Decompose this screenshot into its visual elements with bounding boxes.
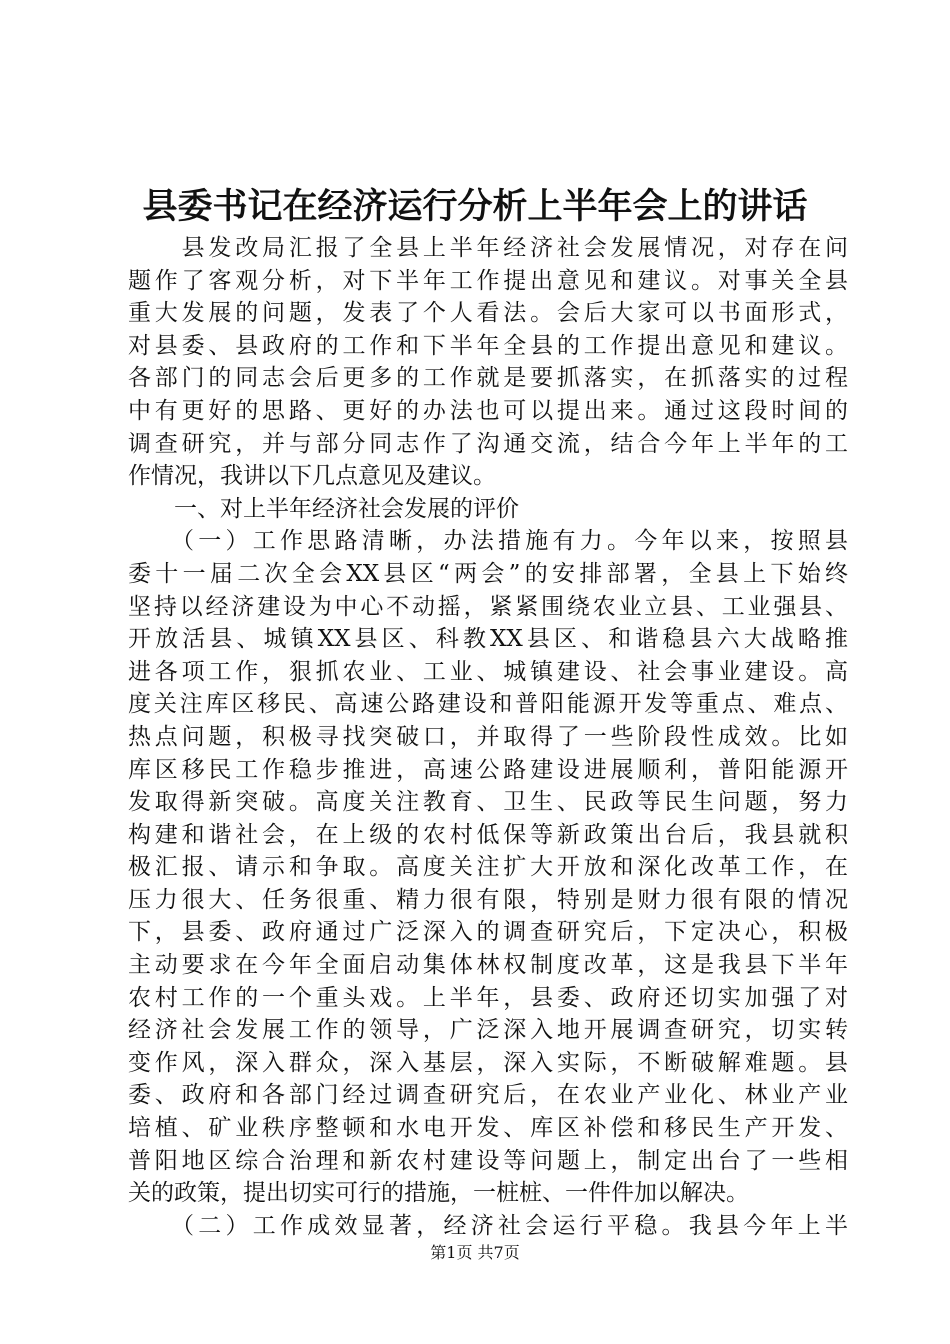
body-line bbox=[128, 558, 848, 591]
body-line-text: （二）工作成效显著，经济社会运行平稳。我县今年上半 bbox=[128, 1212, 848, 1239]
body-line bbox=[128, 884, 848, 917]
body-line bbox=[128, 754, 848, 787]
body-line-text: 变作风，深入群众，深入基层，深入实际，不断破解难题。县 bbox=[128, 1049, 848, 1076]
body-line-text: 构建和谐社会，在上级的农村低保等新政策出台后，我县就积 bbox=[128, 821, 848, 848]
body-line bbox=[128, 688, 848, 721]
body-line-text: 普阳地区综合治理和新农村建设等问题上，制定出台了一些相 bbox=[128, 1147, 848, 1174]
body-line-text: 经济社会发展工作的领导，广泛深入地开展调查研究，切实转 bbox=[128, 1017, 848, 1044]
body-line bbox=[128, 591, 848, 624]
body-line-text: 库区移民工作稳步推进，高速公路建设进展顺利，普阳能源开 bbox=[128, 756, 848, 783]
document-title: 县委书记在经济运行分析上半年会上的讲话 bbox=[142, 186, 808, 227]
body-line bbox=[128, 297, 848, 330]
body-line-text: 进各项工作，狠抓农业、工业、城镇建设、社会事业建设。高 bbox=[128, 658, 848, 685]
body-line bbox=[128, 949, 848, 982]
body-line-text: 压力很大、任务很重、精力很有限，特别是财力很有限的情况 bbox=[128, 886, 848, 913]
body-line bbox=[128, 265, 848, 298]
document-body bbox=[128, 232, 848, 1242]
body-line-text: 发取得新突破。高度关注教育、卫生、民政等民生问题，努力 bbox=[128, 789, 848, 816]
body-line-text: 开放活县、城镇XX县区、科教XX县区、和谐稳县六大战略推 bbox=[128, 626, 848, 653]
body-line bbox=[128, 819, 848, 852]
body-line bbox=[128, 1210, 848, 1243]
body-line-text: 极汇报、请示和争取。高度关注扩大开放和深化改革工作，在 bbox=[128, 854, 848, 881]
body-line-text: 度关注库区移民、高速公路建设和普阳能源开发等重点、难点、 bbox=[128, 691, 848, 718]
body-line-text: 县发改局汇报了全县上半年经济社会发展情况，对存在问 bbox=[128, 235, 848, 261]
body-line bbox=[128, 851, 848, 884]
body-line-text: 调查研究，并与部分同志作了沟通交流，结合今年上半年的工 bbox=[128, 430, 848, 457]
body-line bbox=[128, 916, 848, 949]
body-line-text: 主动要求在今年全面启动集体林权制度改革，这是我县下半年 bbox=[128, 952, 848, 979]
body-line-text: 委十一届二次全会XX县区“两会”的安排部署，全县上下始终 bbox=[128, 560, 848, 587]
body-line-text: 热点问题，积极寻找突破口，并取得了一些阶段性成效。比如 bbox=[128, 723, 848, 750]
body-line-text: 农村工作的一个重头戏。上半年，县委、政府还切实加强了对 bbox=[128, 984, 848, 1011]
body-line bbox=[128, 721, 848, 754]
body-line bbox=[128, 1177, 848, 1210]
body-line-text: （一）工作思路清晰，办法措施有力。今年以来，按照县 bbox=[128, 528, 848, 555]
body-line-text: 坚持以经济建设为中心不动摇，紧紧围绕农业立县、工业强县、 bbox=[128, 593, 848, 620]
page-footer: 第1页 共7页 bbox=[430, 1243, 520, 1262]
body-line bbox=[128, 656, 848, 689]
body-line bbox=[128, 493, 848, 526]
body-line-text: 关的政策，提出切实可行的措施，一桩桩、一件件加以解决。 bbox=[128, 1180, 749, 1207]
body-line bbox=[128, 232, 848, 265]
body-line bbox=[128, 786, 848, 819]
body-line bbox=[128, 982, 848, 1015]
body-line bbox=[128, 460, 848, 493]
body-line-text: 下，县委、政府通过广泛深入的调查研究后，下定决心，积极 bbox=[128, 919, 848, 946]
body-line bbox=[128, 362, 848, 395]
body-line-text: 一、对上半年经济社会发展的评价 bbox=[128, 495, 519, 522]
body-line bbox=[128, 623, 848, 656]
body-line-text: 对县委、县政府的工作和下半年全县的工作提出意见和建议。 bbox=[128, 332, 848, 359]
body-line-text: 中有更好的思路、更好的办法也可以提出来。通过这段时间的 bbox=[128, 397, 848, 424]
body-line bbox=[128, 1014, 848, 1047]
body-line-text: 各部门的同志会后更多的工作就是要抓落实，在抓落实的过程 bbox=[128, 365, 848, 392]
body-line bbox=[128, 1079, 848, 1112]
body-line bbox=[128, 330, 848, 363]
body-line bbox=[128, 1047, 848, 1080]
body-line bbox=[128, 395, 848, 428]
body-line-text: 重大发展的问题，发表了个人看法。会后大家可以书面形式， bbox=[128, 300, 848, 327]
body-line-text: 作情况，我讲以下几点意见及建议。 bbox=[128, 463, 496, 490]
body-line bbox=[128, 1145, 848, 1178]
body-line bbox=[128, 525, 848, 558]
body-line bbox=[128, 1112, 848, 1145]
body-line-text: 题作了客观分析，对下半年工作提出意见和建议。对事关全县 bbox=[128, 267, 848, 294]
body-line-text: 委、政府和各部门经过调查研究后，在农业产业化、林业产业 bbox=[128, 1082, 848, 1109]
body-line bbox=[128, 428, 848, 461]
body-line-text: 培植、矿业秩序整顿和水电开发、库区补偿和移民生产开发、 bbox=[128, 1115, 848, 1142]
